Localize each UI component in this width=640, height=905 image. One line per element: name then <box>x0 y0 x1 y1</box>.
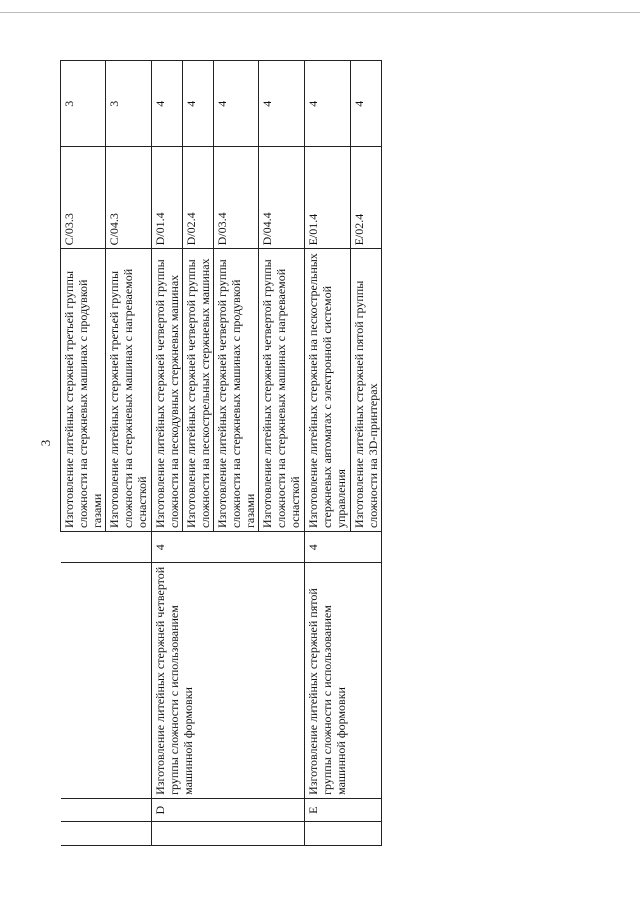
top-rule <box>0 12 640 13</box>
group-level-cell: 4 <box>305 532 382 563</box>
function-code-cell: D/01.4 <box>152 147 183 249</box>
group-title-cell <box>61 563 152 799</box>
blank-cell <box>152 822 305 846</box>
table-row <box>152 61 183 846</box>
function-code-cell: D/02.4 <box>183 147 214 249</box>
group-code-cell: D <box>152 798 305 822</box>
function-code-cell: D/04.4 <box>259 147 305 249</box>
function-code-cell: E/01.4 <box>305 147 351 249</box>
function-code-cell: D/03.4 <box>214 147 259 249</box>
group-code-cell: E <box>305 798 382 822</box>
function-level-cell: 4 <box>183 61 214 147</box>
page-number: 3 <box>38 439 53 447</box>
function-name-cell: Изготовление литейных стержней на пескострельных стержневых автоматах с электронной системой управления <box>305 249 351 532</box>
function-name-cell: Изготовление литейных стержней пятой группы сложности на 3D-принтерах <box>351 249 382 532</box>
group-level-cell: 4 <box>152 532 305 563</box>
group-title-cell: Изготовление литейных стержней пятой группы сложности с использованием машинной формовки <box>305 563 382 799</box>
group-title-cell: Изготовление литейных стержней четвертой группы сложности с использованием машинной формовки <box>152 563 305 799</box>
function-level-cell: 4 <box>305 61 351 147</box>
function-name-cell: Изготовление литейных стержней третьей группы сложности на стержневых машинах с продувкой газами <box>61 249 106 532</box>
group-code-cell <box>61 798 152 822</box>
function-level-cell: 4 <box>259 61 305 147</box>
blank-cell <box>61 822 152 846</box>
table-row <box>61 61 106 846</box>
function-level-cell: 3 <box>61 61 106 147</box>
function-level-cell: 4 <box>152 61 183 147</box>
function-level-cell: 4 <box>214 61 259 147</box>
function-level-cell: 4 <box>351 61 382 147</box>
rotated-table-container <box>60 60 380 846</box>
blank-cell <box>305 822 382 846</box>
function-code-cell: C/03.3 <box>61 147 106 249</box>
function-name-cell: Изготовление литейных стержней четвертой группы сложности на пескодувных стержневых машинах <box>152 249 183 532</box>
function-code-cell: C/04.3 <box>106 147 152 249</box>
table-row <box>305 61 351 846</box>
function-code-cell: E/02.4 <box>351 147 382 249</box>
function-name-cell: Изготовление литейных стержней третьей группы сложности на стержневых машинах с нагреваемой оснасткой <box>106 249 152 532</box>
group-level-cell <box>61 532 152 563</box>
function-name-cell: Изготовление литейных стержней четвертой группы сложности на пескострельных стержневых машинах <box>183 249 214 532</box>
function-name-cell: Изготовление литейных стержней четвертой группы сложности на стержневых машинах с нагреваемой оснасткой <box>259 249 305 532</box>
labor-functions-table <box>60 60 382 846</box>
function-level-cell: 3 <box>106 61 152 147</box>
function-name-cell: Изготовление литейных стержней четвертой группы сложности на стержневых машинах с продувкой газами <box>214 249 259 532</box>
